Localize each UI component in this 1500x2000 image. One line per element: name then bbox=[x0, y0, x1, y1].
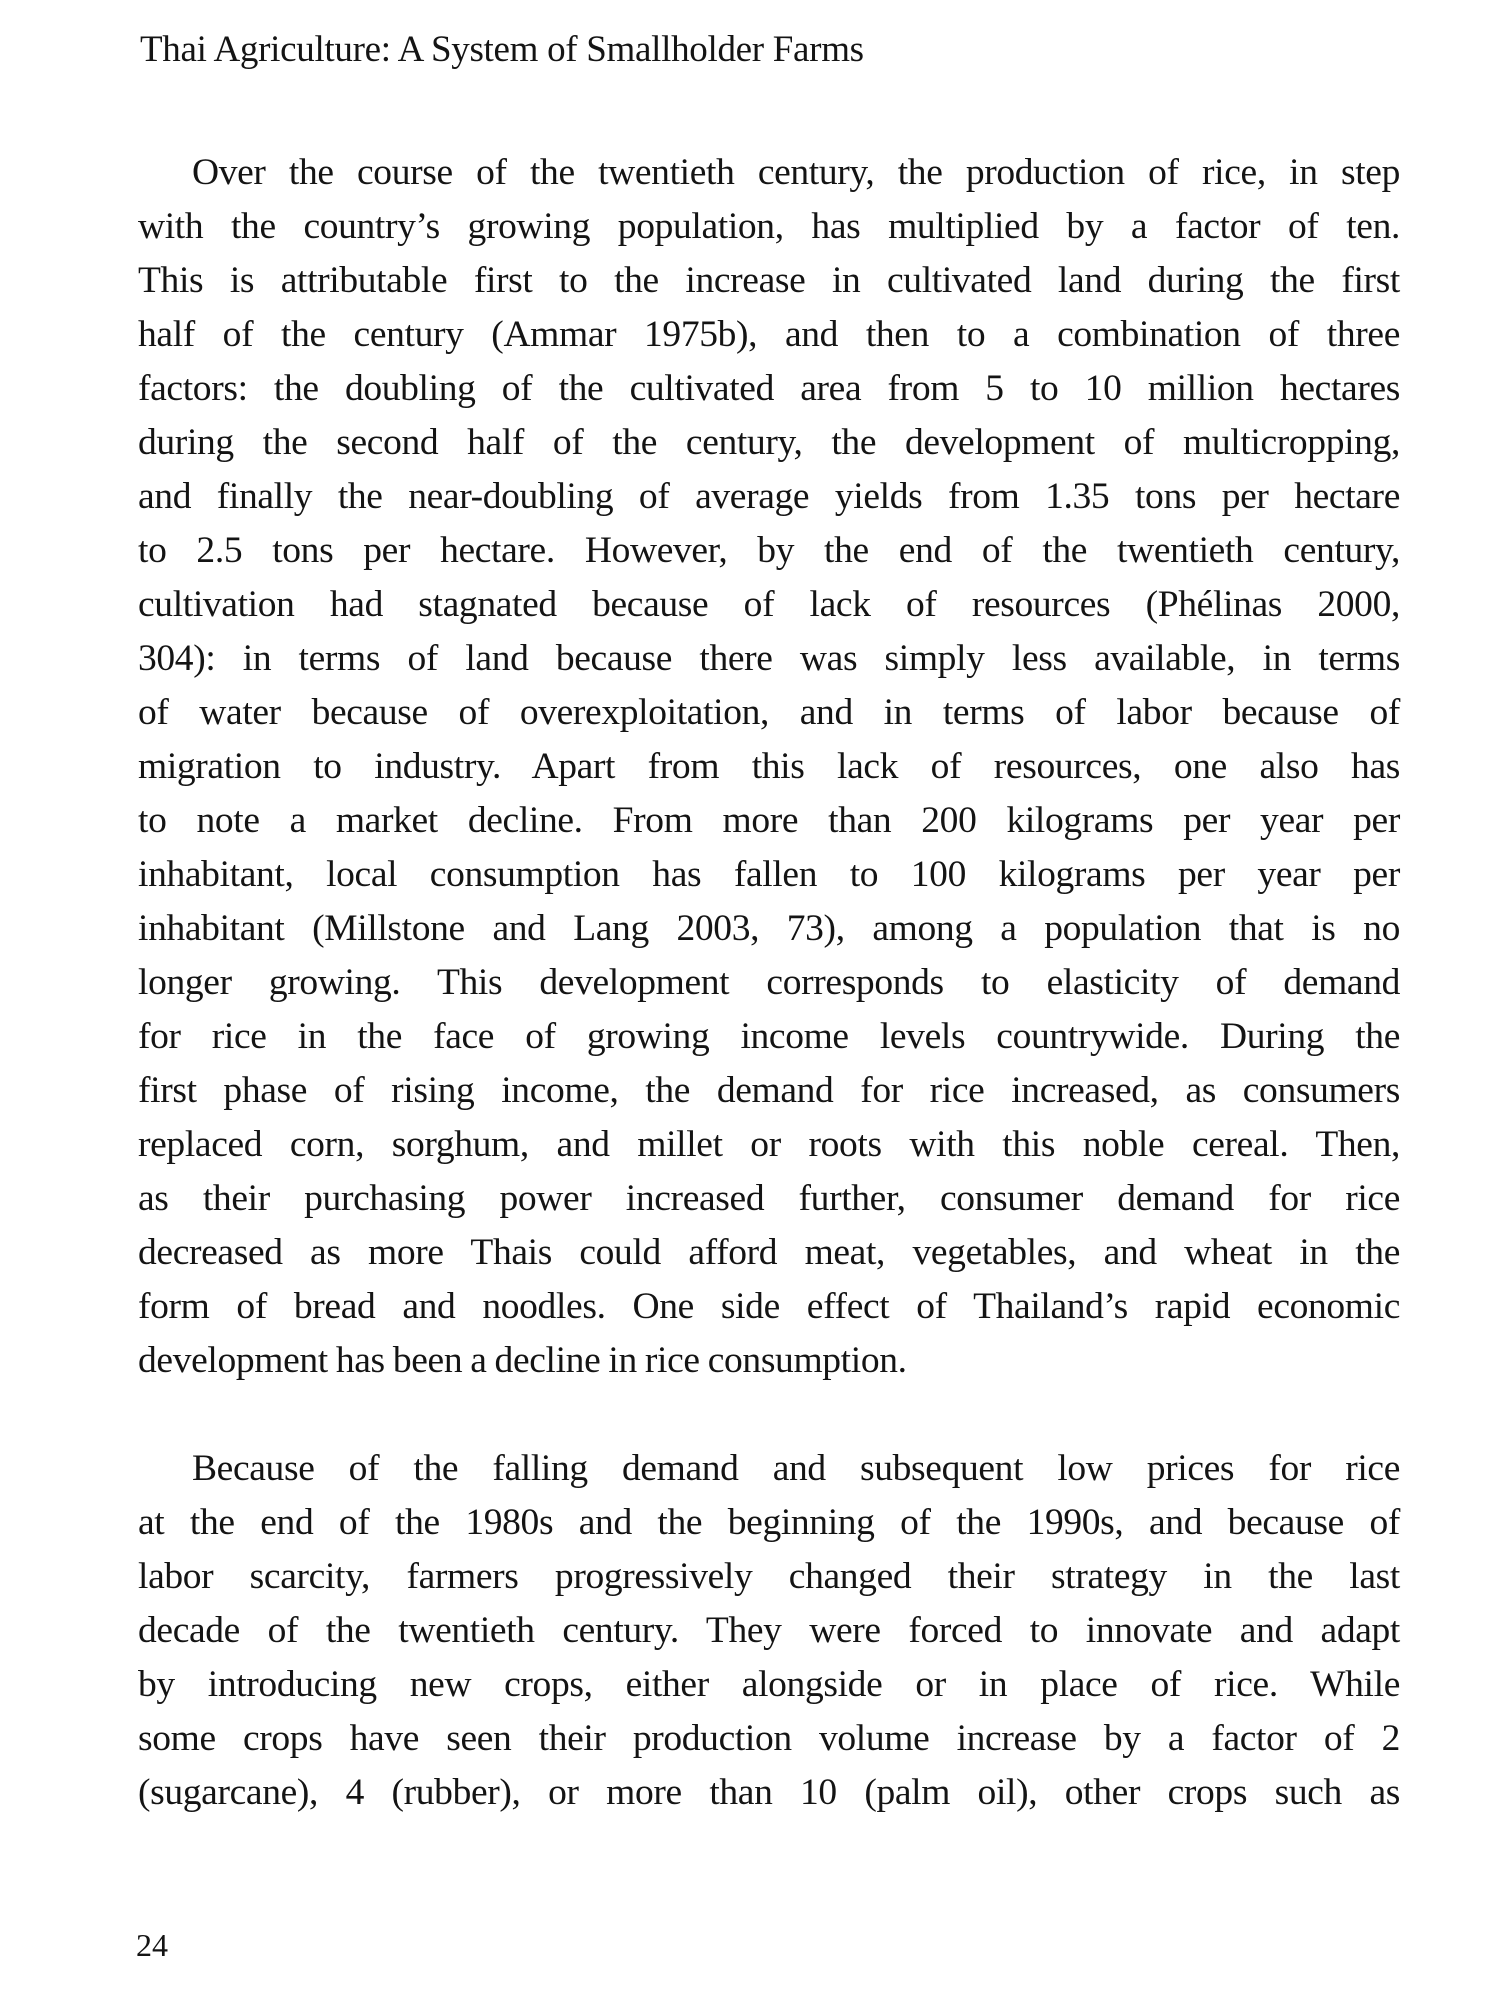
text-line: cultivation had stagnated because of lack of resources (Phélinas 2000, bbox=[138, 584, 1400, 625]
text-line: half of the century (Ammar 1975b), and then to a combination of three bbox=[138, 314, 1400, 355]
text-line: of water because of overexploitation, and in terms of labor because of bbox=[138, 692, 1400, 733]
text-line: Because of the falling demand and subsequent low prices for rice bbox=[192, 1448, 1400, 1489]
text-line: to note a market decline. From more than 200 kilograms per year per bbox=[138, 800, 1400, 841]
text-line: (sugarcane), 4 (rubber), or more than 10 (palm oil), other crops such as bbox=[138, 1772, 1400, 1813]
text-line: inhabitant (Millstone and Lang 2003, 73), among a population that is no bbox=[138, 908, 1400, 949]
text-line: This is attributable first to the increase in cultivated land during the first bbox=[138, 260, 1400, 301]
text-line: longer growing. This development corresponds to elasticity of demand bbox=[138, 962, 1400, 1003]
paragraph-text bbox=[138, 1442, 1400, 1820]
text-line: factors: the doubling of the cultivated area from 5 to 10 million hectares bbox=[138, 368, 1400, 409]
text-line: at the end of the 1980s and the beginning of the 1990s, and because of bbox=[138, 1502, 1400, 1543]
text-line: labor scarcity, farmers progressively changed their strategy in the last bbox=[138, 1556, 1400, 1597]
running-head: Thai Agriculture: A System of Smallholder Farms bbox=[140, 29, 864, 70]
text-line: by introducing new crops, either alongside or in place of rice. While bbox=[138, 1664, 1400, 1705]
text-line: first phase of rising income, the demand for rice increased, as consumers bbox=[138, 1070, 1400, 1111]
paragraph-text bbox=[138, 146, 1400, 1388]
text-line: decade of the twentieth century. They were forced to innovate and adapt bbox=[138, 1610, 1400, 1651]
text-line: 304): in terms of land because there was simply less available, in terms bbox=[138, 638, 1400, 679]
text-line: replaced corn, sorghum, and millet or roots with this noble cereal. Then, bbox=[138, 1124, 1400, 1165]
text-line: for rice in the face of growing income levels countrywide. During the bbox=[138, 1016, 1400, 1057]
text-line: during the second half of the century, the development of multicropping, bbox=[138, 422, 1400, 463]
text-line: inhabitant, local consumption has fallen to 100 kilograms per year per bbox=[138, 854, 1400, 895]
text-line: form of bread and noodles. One side effect of Thailand’s rapid economic bbox=[138, 1286, 1400, 1327]
text-line: with the country’s growing population, has multiplied by a factor of ten. bbox=[138, 206, 1400, 247]
paragraph-rice-production bbox=[138, 146, 1400, 1388]
paragraph-crop-diversification bbox=[138, 1442, 1400, 1820]
text-line: some crops have seen their production volume increase by a factor of 2 bbox=[138, 1718, 1400, 1759]
text-line: migration to industry. Apart from this lack of resources, one also has bbox=[138, 746, 1400, 787]
text-line: development has been a decline in rice consumption. bbox=[138, 1340, 907, 1381]
text-line: and finally the near-doubling of average yields from 1.35 tons per hectare bbox=[138, 476, 1400, 517]
text-line: to 2.5 tons per hectare. However, by the end of the twentieth century, bbox=[138, 530, 1400, 571]
page-number: 24 bbox=[136, 1927, 168, 1963]
text-line: Over the course of the twentieth century, the production of rice, in step bbox=[192, 152, 1400, 193]
text-line: decreased as more Thais could afford meat, vegetables, and wheat in the bbox=[138, 1232, 1400, 1273]
text-line: as their purchasing power increased further, consumer demand for rice bbox=[138, 1178, 1400, 1219]
